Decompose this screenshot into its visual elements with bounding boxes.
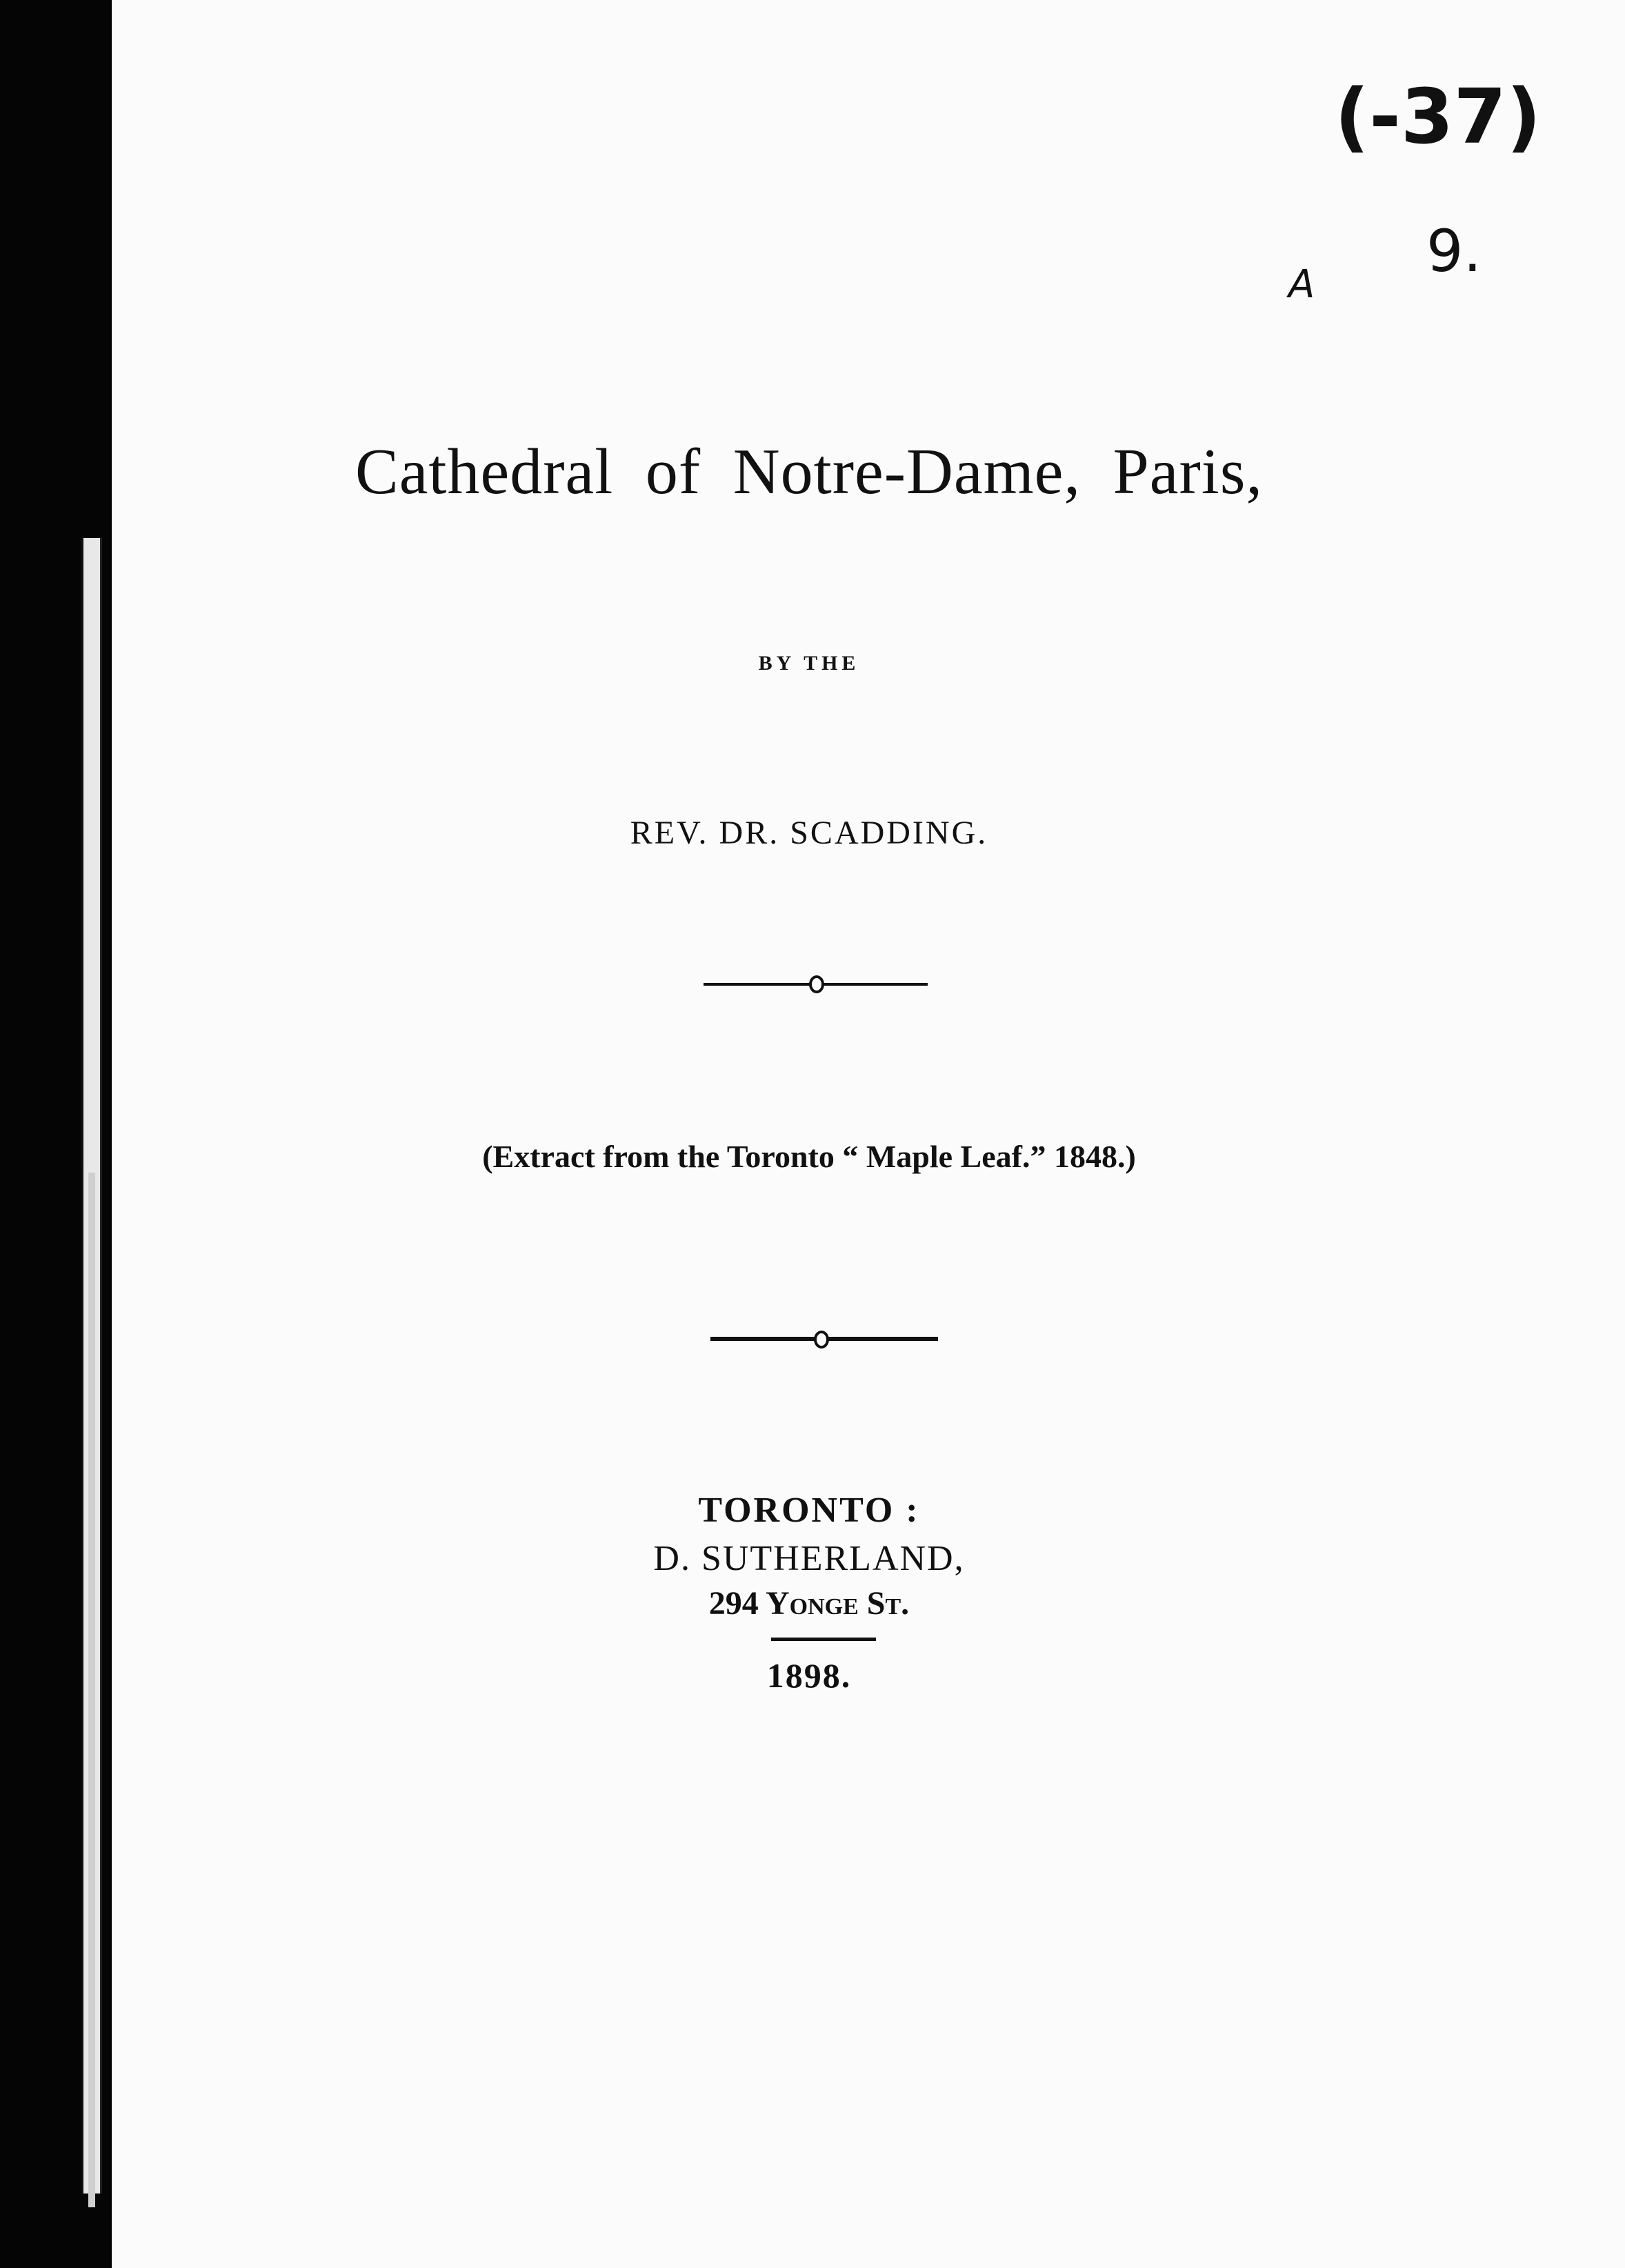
imprint-publisher: D. SUTHERLAND, — [653, 1539, 965, 1578]
imprint-year: 1898. — [766, 1656, 852, 1695]
handwritten-number: 9. — [1426, 217, 1482, 285]
extract-note: (Extract from the Toronto “ Maple Leaf.” 1848.) — [482, 1139, 1136, 1174]
by-line: BY THE — [758, 652, 860, 675]
title-page — [112, 0, 1625, 2268]
document-title: Cathedral of Notre-Dame, Paris, — [355, 436, 1263, 508]
imprint-city: TORONTO : — [698, 1491, 920, 1530]
author-name: REV. DR. SCADDING. — [630, 815, 988, 851]
handwritten-catalog-number: (-37) — [1335, 72, 1542, 161]
imprint-rule — [771, 1638, 876, 1641]
handwritten-letter: A — [1288, 262, 1315, 307]
imprint-address: 294 Yonge St. — [708, 1585, 910, 1622]
